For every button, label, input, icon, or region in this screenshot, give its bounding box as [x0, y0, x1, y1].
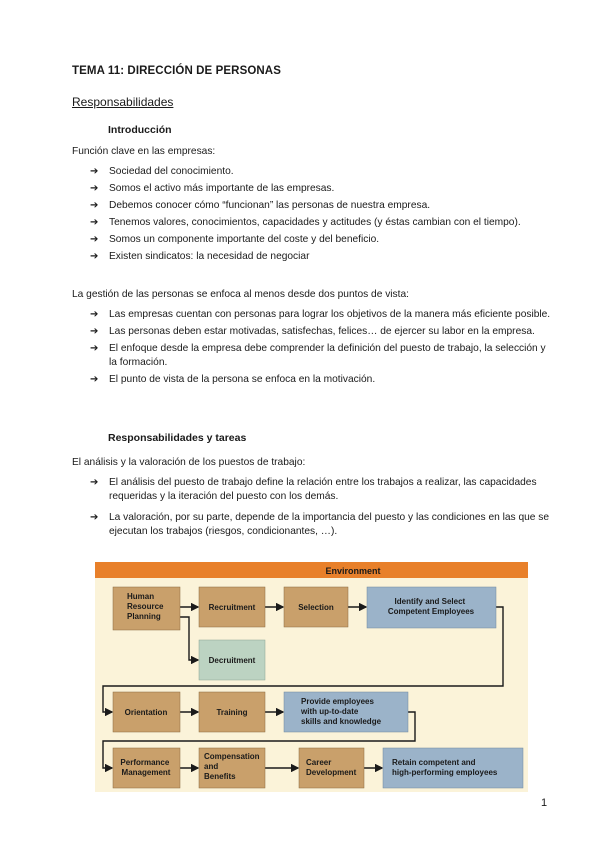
intro-heading: Introducción — [108, 124, 172, 136]
responsibilities-lead: El análisis y la valoración de los puestos de trabajo: — [72, 457, 306, 468]
box-compensation-benefits — [199, 748, 265, 788]
svg-text:Identify and Select Co: Identify and Select Competent Employees — [387, 597, 475, 616]
box-recruitment — [199, 587, 265, 627]
svg-text:Compensation and: Compensation and Benefits — [204, 752, 260, 781]
gestion-bullet-list — [90, 308, 555, 390]
svg-text:Provide employees with: Provide employees with up-to-date skills and knowledge — [301, 697, 382, 726]
svg-text:Retain competent and h: Retain competent and high-performing employees — [392, 758, 498, 777]
list-item: ➔ El enfoque desde la empresa debe comprender la definición del puesto de trabajo, la selección y la formación. — [90, 343, 546, 368]
list-item: ➔ Sociedad del conocimiento. — [90, 166, 234, 177]
box-decruitment — [199, 640, 265, 680]
list-item: ➔ Somos el activo más importante de las empresas. — [90, 183, 335, 194]
arrow-bullet-icon: ➔ — [90, 166, 99, 177]
list-item: ➔ Las empresas cuentan con personas para lograr los objetivos de la manera más eficiente posible. — [90, 309, 551, 320]
list-item: ➔ El análisis del puesto de trabajo define la relación entre los trabajos a realizar, las capacidades requeridas y la iteración del puesto con los demás. — [90, 477, 537, 502]
responsibilities-heading: Responsabilidades y tareas — [108, 432, 247, 444]
list-item: ➔ La valoración, por su parte, depende de la importancia del puesto y las condiciones en las que se ejecutan los trabajos (riesgos, condicionantes, …). — [90, 512, 550, 537]
arrow-bullet-icon: ➔ — [90, 217, 99, 228]
svg-text:Decruitment: Decruitment — [208, 656, 256, 665]
list-item: ➔ Debemos conocer cómo “funcionan” las personas de nuestra empresa. — [90, 200, 431, 211]
environment-header — [95, 562, 528, 578]
list-item: ➔ El punto de vista de la persona se enfoca en la motivación. — [90, 374, 376, 385]
responsibilities-bullet-list — [90, 476, 555, 542]
arrow-bullet-icon: ➔ — [90, 512, 99, 523]
arrow-bullet-icon: ➔ — [90, 326, 99, 337]
section-heading: Responsabilidades — [72, 95, 174, 109]
arrow-bullet-icon: ➔ — [90, 234, 99, 245]
svg-text:Recruitment: Recruitment — [208, 603, 256, 612]
environment-label: Environment — [325, 566, 381, 576]
hr-process-diagram — [95, 562, 528, 792]
list-item: ➔ Somos un componente importante del coste y del beneficio. — [90, 234, 380, 245]
page-title: TEMA 11: DIRECCIÓN DE PERSONAS — [72, 65, 281, 77]
arrow-bullet-icon: ➔ — [90, 374, 99, 385]
arrow-bullet-icon: ➔ — [90, 477, 99, 488]
box-provide-employees — [284, 692, 408, 732]
list-item: ➔ Tenemos valores, conocimientos, capacidades y actitudes (y éstas cambian con el tiempo). — [90, 217, 521, 228]
svg-text:Training: Training — [216, 708, 248, 717]
arrow-bullet-icon: ➔ — [90, 343, 99, 354]
intro-bullet-list — [90, 165, 555, 267]
page-number: 1 — [541, 797, 548, 809]
svg-text:Career Development: Career Development — [306, 758, 357, 777]
box-training — [199, 692, 265, 732]
box-selection — [284, 587, 348, 627]
svg-text:Orientation: Orientation — [124, 708, 168, 717]
svg-text:Selection: Selection — [298, 603, 334, 612]
arrow-bullet-icon: ➔ — [90, 309, 99, 320]
box-performance-management — [113, 748, 180, 788]
box-orientation — [113, 692, 180, 732]
gestion-lead: La gestión de las personas se enfoca al menos desde dos puntos de vista: — [72, 289, 409, 300]
svg-text:Human Resource: Human Resource Planning — [127, 592, 164, 621]
arrow-bullet-icon: ➔ — [90, 183, 99, 194]
box-career-development — [299, 748, 364, 788]
list-item: ➔ Existen sindicatos: la necesidad de negociar — [90, 251, 310, 262]
box-retain-employees — [383, 748, 523, 788]
box-human-resource-planning — [113, 587, 180, 630]
list-item: ➔ Las personas deben estar motivadas, satisfechas, felices… de ejercer su labor en la empresa. — [90, 326, 535, 337]
box-identify-select — [367, 587, 496, 628]
svg-text:Performance Management: Performance Management — [120, 758, 171, 777]
arrow-bullet-icon: ➔ — [90, 200, 99, 211]
intro-lead: Función clave en las empresas: — [72, 146, 216, 157]
arrow-bullet-icon: ➔ — [90, 251, 99, 262]
